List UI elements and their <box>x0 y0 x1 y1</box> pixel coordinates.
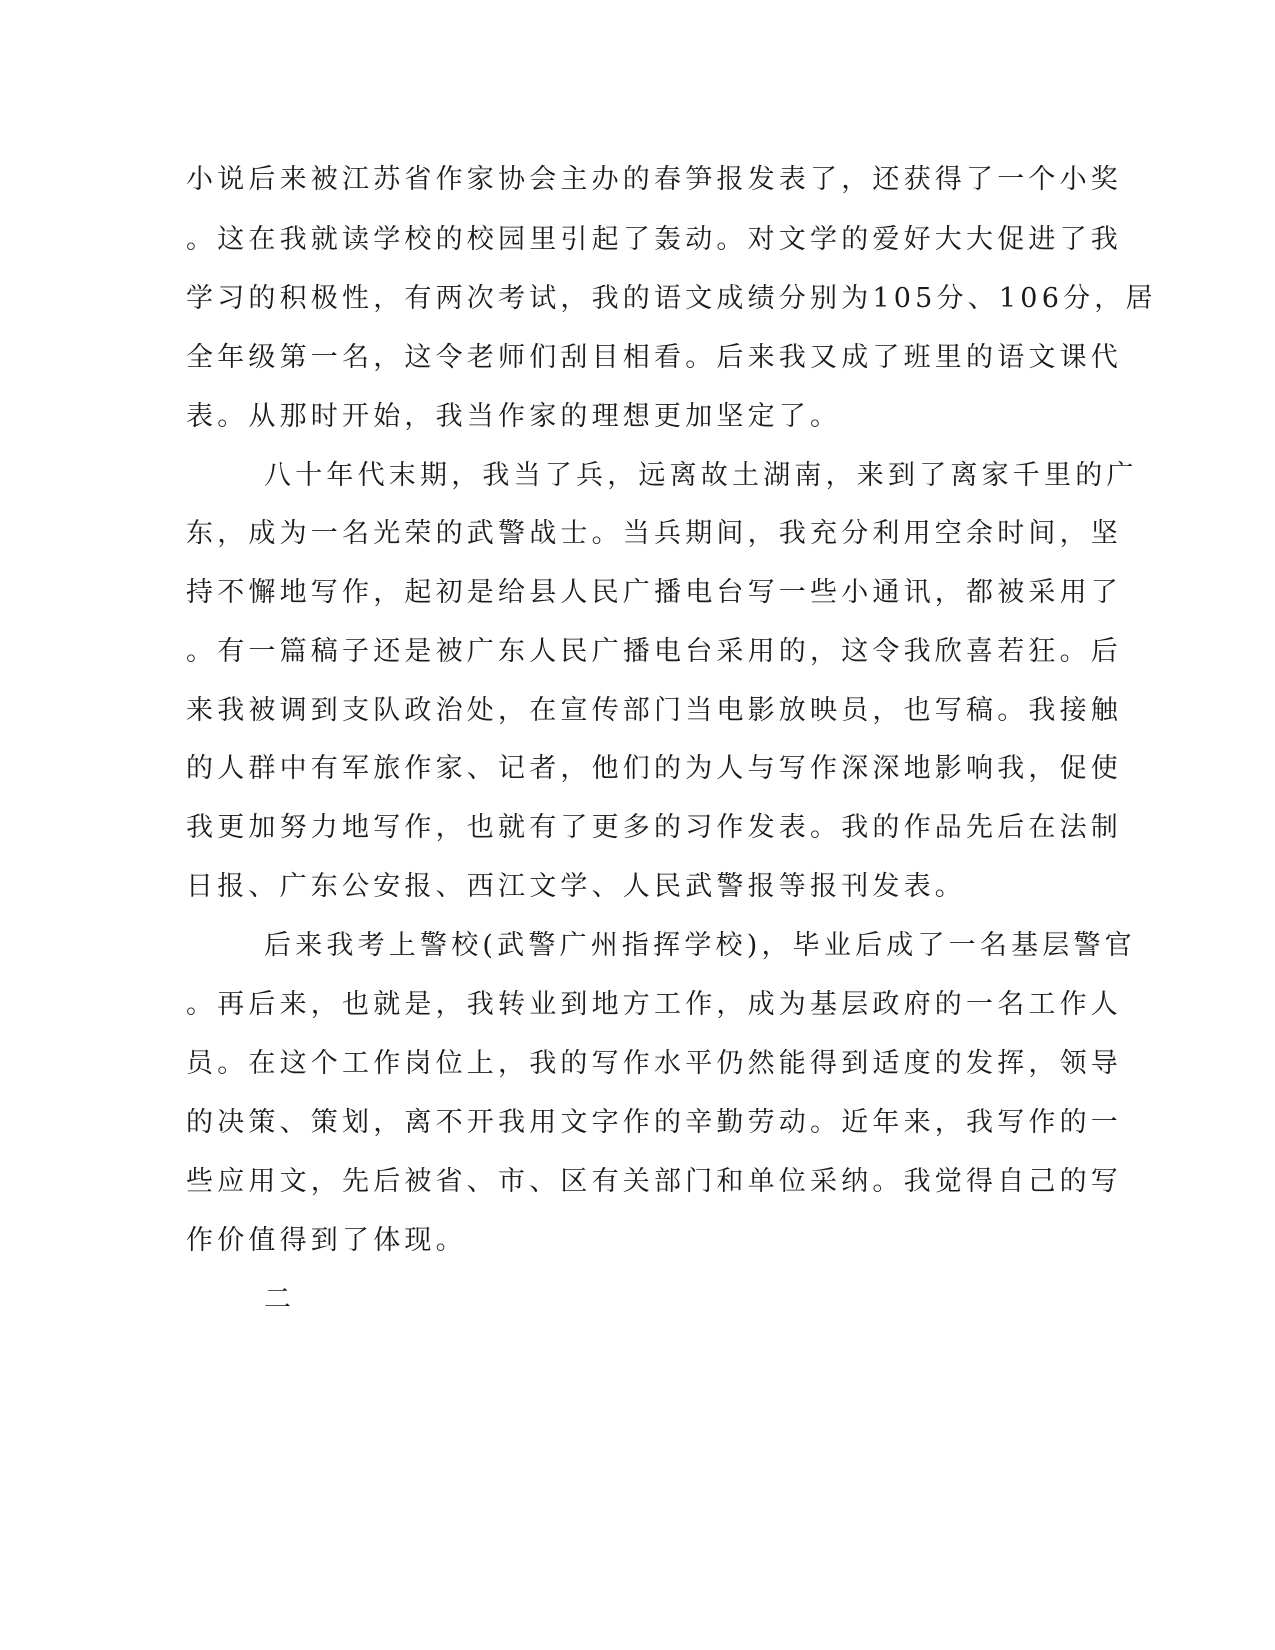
text-line: 的决策、策划，离不开我用文字作的辛勤劳动。近年来，我写作的一 <box>186 1107 1122 1138</box>
text-line: 学习的积极性，有两次考试，我的语文成绩分别为105分、106分，居 <box>186 283 1157 314</box>
text-line: 我更加努力地写作，也就有了更多的习作发表。我的作品先后在法制 <box>186 812 1122 843</box>
text-line: 全年级第一名，这令老师们刮目相看。后来我又成了班里的语文课代 <box>186 342 1122 373</box>
text-line: 作价值得到了体现。 <box>186 1225 467 1256</box>
text-line: 八十年代末期，我当了兵，远离故土湖南，来到了离家千里的广 <box>264 460 1138 491</box>
text-line: 日报、广东公安报、西江文学、人民武警报等报刊发表。 <box>186 871 966 902</box>
text-line: 。再后来，也就是，我转业到地方工作，成为基层政府的一名工作人 <box>186 989 1122 1020</box>
text-line: 东，成为一名光荣的武警战士。当兵期间，我充分利用空余时间，坚 <box>186 518 1122 549</box>
text-line: 员。在这个工作岗位上，我的写作水平仍然能得到适度的发挥，领导 <box>186 1048 1122 1079</box>
section-heading: 二 <box>264 1284 296 1315</box>
text-line: 表。从那时开始，我当作家的理想更加坚定了。 <box>186 401 842 432</box>
text-line: 持不懈地写作，起初是给县人民广播电台写一些小通讯，都被采用了 <box>186 577 1122 608</box>
text-line: 些应用文，先后被省、市、区有关部门和单位采纳。我觉得自己的写 <box>186 1166 1122 1197</box>
text-line: 来我被调到支队政治处，在宣传部门当电影放映员，也写稿。我接触 <box>186 695 1122 726</box>
text-line: 的人群中有军旅作家、记者，他们的为人与写作深深地影响我，促使 <box>186 753 1122 784</box>
text-line: 。这在我就读学校的校园里引起了轰动。对文学的爱好大大促进了我 <box>186 224 1122 255</box>
text-line: 。有一篇稿子还是被广东人民广播电台采用的，这令我欣喜若狂。后 <box>186 636 1122 667</box>
text-line: 后来我考上警校(武警广州指挥学校)，毕业后成了一名基层警官 <box>264 930 1136 961</box>
text-line: 小说后来被江苏省作家协会主办的春笋报发表了，还获得了一个小奖 <box>186 164 1122 195</box>
